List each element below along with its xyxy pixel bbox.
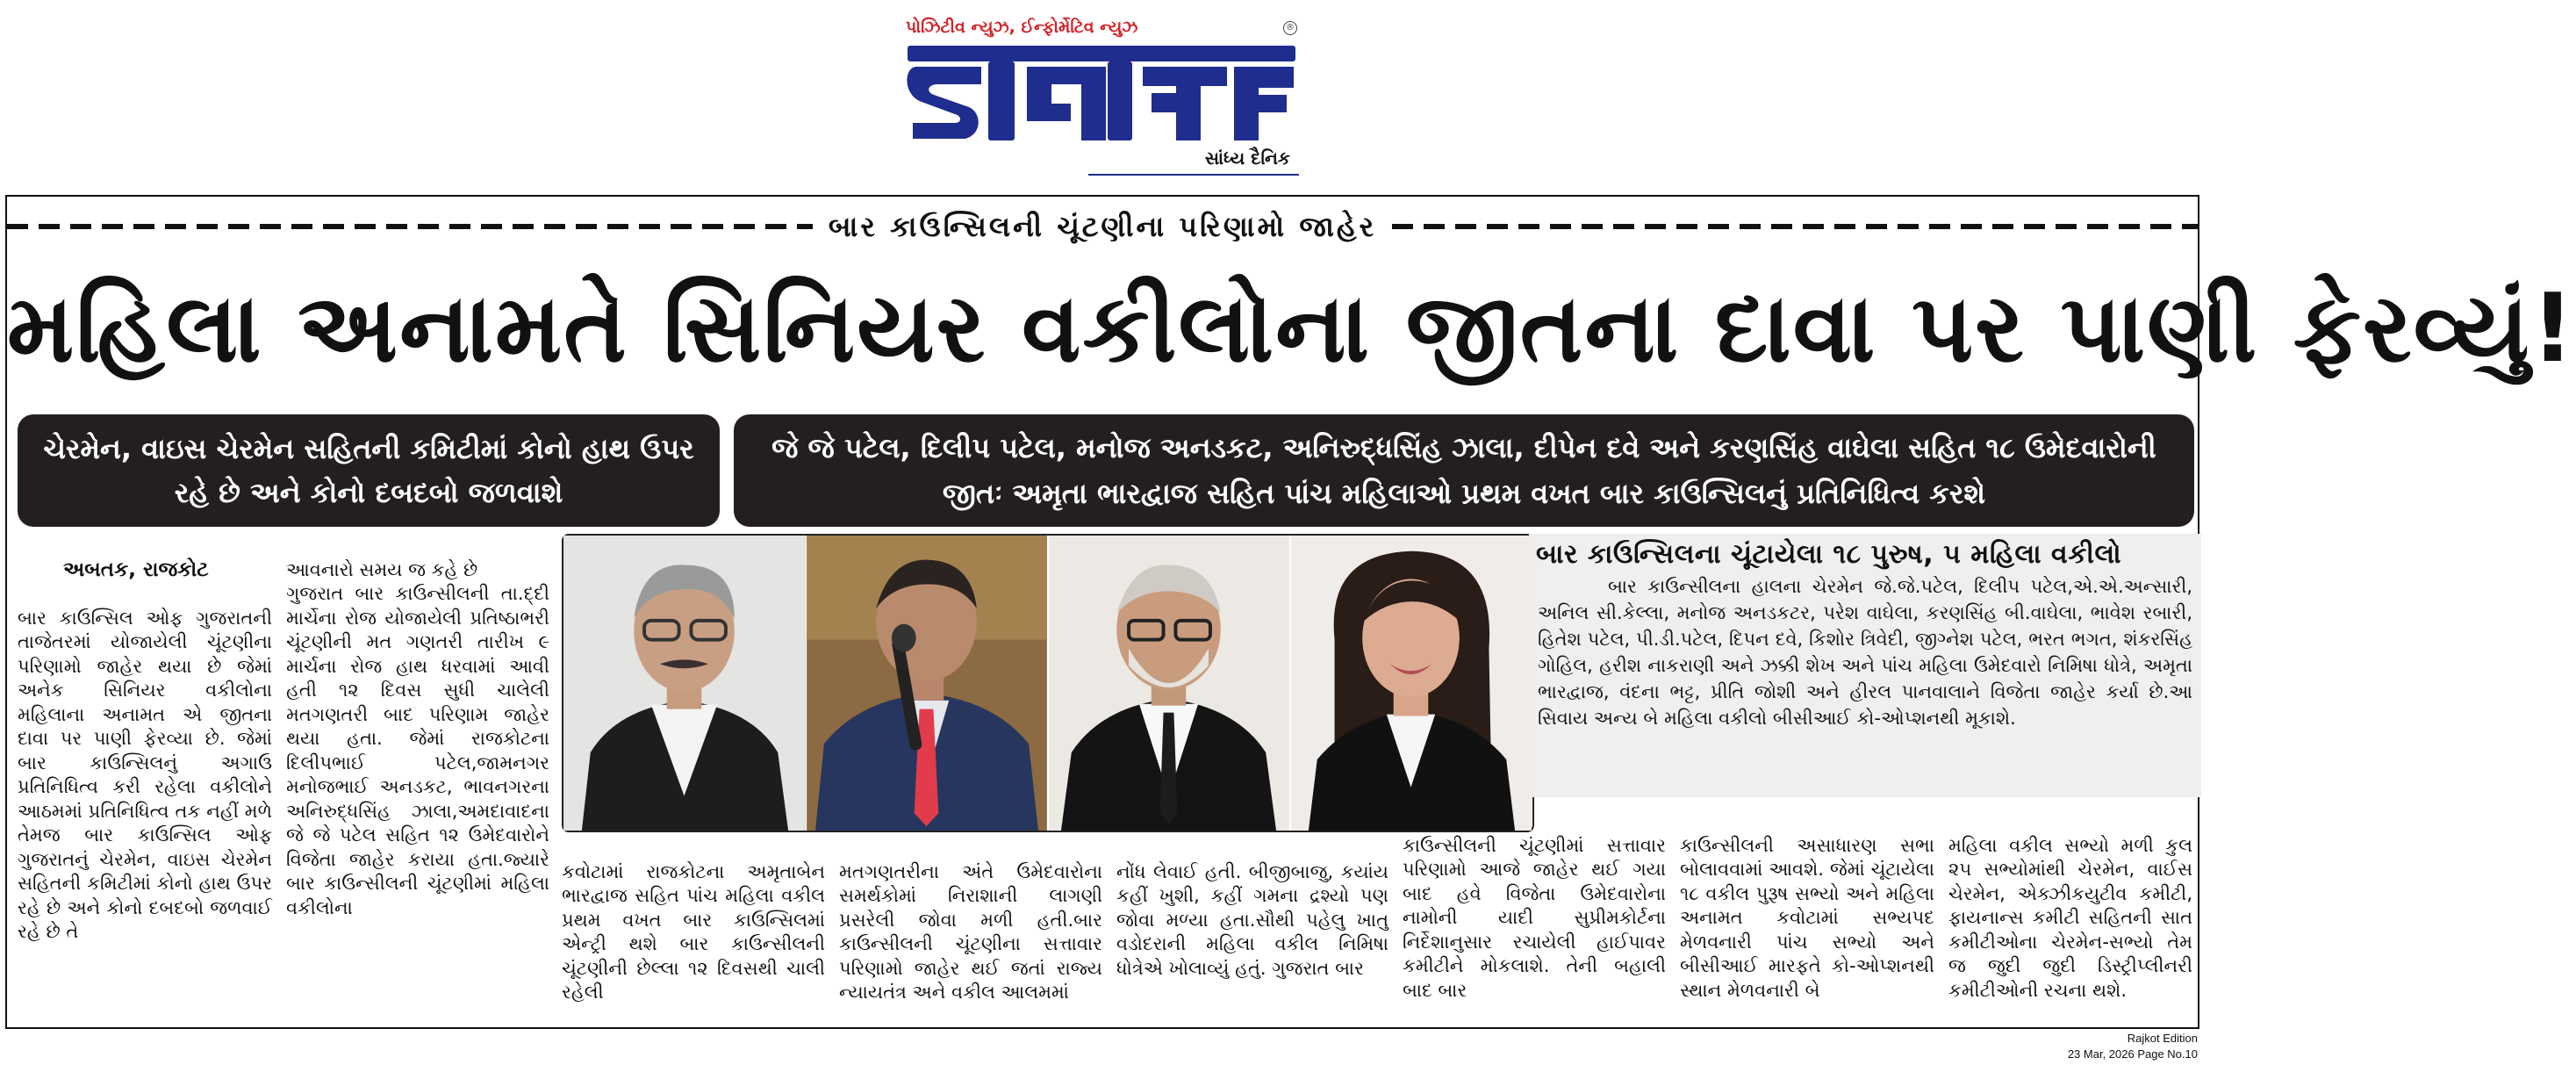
article-column-4 (839, 836, 1102, 1017)
article-column-7 (1680, 809, 1934, 1017)
masthead-rule (1088, 174, 1299, 176)
edition-label: Rajkot Edition (2127, 1032, 2198, 1045)
column-1-text: બાર કાઉન્સિલ ઓફ ગુજરાતની તાજેતરમાં યોજાયેલી ચૂંટણીના પરિણામો જાહેર થયા છે જેમાં અનેક સિનિયર વકીલોના મહિલાના અનામત એ જીતના દાવા પર પાણી ફેરવ્યા છે. જેમાં બાર કાઉન્સિલનું અગાઉ પ્રતિનિધિત્વ કરી રહેલા વકીલોને આઠમમાં પ્રતિનિધિત્વ તક નહીં મળે તેમજ બાર કાઉન્સિલ ઓફ ગુજરાતનું ચેરમેન, વાઇસ ચેરમેન સહિતની કમિટીમાં કોનો હાથ ઉપર રહે છે અને કોનો દબદબો જળવાઈ રહે છે તે (18, 607, 272, 942)
woman-portrait-icon (1290, 536, 1532, 831)
elder-man-portrait-icon (1048, 536, 1290, 831)
kicker-text: બાર કાઉન્સિલની ચૂંટણીના પરિણામો જાહેર (828, 209, 1377, 243)
column-2-text: આવનારો સમય જ કહે છે ગુજરાત બાર કાઉન્સીલની તા.દ્દી માર્ચેના રોજ યોજાયેલી પ્રતિષ્ઠાભરી ચૂંટણીની મત ગણતરી તારીખ ૯ માર્ચના રોજ હાથ ધરવામાં આવી હતી ૧૨ દિવસ સુધી ચાલેલી મતગણતરી બાદ પરિણામ જાહેર થયા હતા. જેમાં રાજકોટના દિલીપભાઈ પટેલ,જામનગર મનોજભાઈ અનડકટ, ભાવનગરના અનિરુદ્ધસિંહ ઝાલા,અમદાવાદના જે જે પટેલ સહિત ૧૨ ઉમેદવારોને વિજેતા જાહેર કરાયા હતા.જ્યારે બાર કાઉન્સીલની ચૂંટણીમાં મહિલા વકીલોના (286, 558, 549, 918)
elected-members-body: બાર કાઉન્સીલના હાલના ચેરમેન જે.જે.પટેલ, દિલીપ પટેલ,એ.એ.અન્સારી, અનિલ સી.કેલ્લા, મનોજ અનડકટર, પરેશ વાઘેલા, કરણસિંહ બી.વાઘેલા, ભાવેશ રબારી, હિતેશ પટેલ, પી.ડી.પટેલ, દિપન દવે, કિશોર ત્રિવેદી, જીગ્નેશ પટેલ, ભરત ભગત, શંકરસિંહ ગોહિલ, હરીશ નાકરાણી અને ઝક્કી શેખ અને પાંચ મહિલા ઉમેદવારો નિમિષા ધોત્રે, અમૃતા ભારદ્વાજ, વંદના ભટ્ટ, પ્રીતિ જોશી અને હીરલ પાનવાલાને વિજેતા જાહેર કર્યા છે.આ સિવાય અન્ય બે મહિલા વકીલો બીસીઆઈ કો-ઓપ્શનથી મૂકાશે. (1538, 576, 2192, 729)
column-6-text: કાઉન્સીલની ચૂંટણીમાં સત્તાવાર પરિણામો આજે જાહેર થઈ ગયા બાદ હવે વિજેતા ઉમેદવારોના નામોની યાદી સુપ્રીમકોર્ટના નિર્દેશાનુસાર રચાયેલી હાઈપાવર કમીટીને મોકલાશે. તેની બહાલી બાદ બાર (1403, 834, 1666, 1001)
elected-members-box (1529, 534, 2201, 797)
deck-right (734, 414, 2194, 527)
portrait-photo-2[interactable] (806, 536, 1048, 831)
portrait-photo-4[interactable] (1290, 536, 1532, 831)
elected-members-title: બાર કાઉન્સિલના ચૂંટાયેલા ૧૮ પુરુષ, ૫ મહિલા વકીલો (1536, 539, 2122, 570)
deck-right-text: જે જે પટેલ, દિલીપ પટેલ, મનોજ અનડકટ, અનિરુદ્ધસિંહ ઝાલા, દીપેન દવે અને કરણસિંહ વાઘેલા સહિત ૧૮ ઉમેદવારોની જીતઃ અમૃતા ભારદ્વાજ સહિત પાંચ મહિલાઓ પ્રથમ વખત બાર કાઉન્સિલનું પ્રતિનિધિત્વ કરશે (771, 431, 2156, 510)
article-column-6 (1403, 809, 1666, 1017)
date-page-label: 23 Mar, 2026 Page No.10 (2067, 1047, 2198, 1061)
article-column-2 (286, 534, 549, 1017)
story-frame (5, 195, 2576, 1029)
man-portrait-icon (563, 536, 806, 831)
masthead (904, 14, 1299, 181)
column-8-text: મહિલા વકીલ સભ્યો મળી કુલ ૨૫ સભ્યોમાંથી ચેરમેન, વાઈસ ચેરમેન, એક્ઝીકયુટીવ કમીટી, ફાયનાન્સ કમીટી સહિતની સાત કમીટીઓના ચેરમેન-સભ્યો તેમ જ જુદી જુદી ડિસ્ટ્રીપ્લીનરી કમીટીઓની રચના થશે. (1948, 834, 2192, 1001)
kicker-rule-right (1392, 224, 2198, 229)
column-5-text: નોંધ લેવાઈ હતી. બીજીબાજુ, કયાંય કહીં ખુશી, કહીં ગમના દ્રશ્યો પણ જોવા મળ્યા હતા.સૌથી પહેલુ ખાતુ વડોદરાની મહિલા વકીલ નિમિષા ધોત્રેએ ખોલાવ્યું હતું. ગુજરાત બાર (1116, 860, 1388, 979)
masthead-tagline: પોઝિટીવ ન્યુઝ, ઈન્ફોર્મેટિવ ન્યુઝ (906, 18, 1138, 37)
registered-mark: ® (1283, 21, 1297, 35)
column-3-text: કવોટામાં રાજકોટના અમૃતાબેન ભારદ્વાજ સહિત પાંચ મહિલા વકીલ પ્રથમ વખત બાર કાઉન્સિલમાં એન્ટ્રી થશે બાર કાઉન્સીલની ચૂંટણીની છેલ્લા ૧૨ દિવસથી ચાલી રહેલી (562, 860, 825, 1003)
newspaper-logo[interactable] (904, 40, 1299, 144)
deck-left-text: ચેરમેન, વાઇસ ચેરમેન સહિતની કમિટીમાં કોનો હાથ ઉપર રહે છે અને કોનો દબદબો જળવાશે (43, 432, 694, 509)
byline: અબતક, રાજકોટ (63, 558, 209, 581)
article-column-8 (1948, 809, 2192, 1017)
column-4-text: મતગણતરીના અંતે ઉમેદવારોના સમર્થકોમાં નિરાશાની લાગણી પ્રસરેલી જોવા મળી હતી.બાર કાઉન્સીલની ચૂંટણીના સત્તાવાર પરિણામો જાહેર થઈ જતાં રાજ્ય ન્યાયતંત્ર અને વકીલ આલમમાં (839, 860, 1102, 1003)
article-column-5 (1116, 836, 1388, 1017)
speaker-portrait-icon (806, 536, 1048, 831)
column-7-text: કાઉન્સીલની અસાધારણ સભા બોલાવવામાં આવશે. જેમાં ચૂંટાયેલા ૧૮ વકીલ પુરૂષ સભ્યો અને મહિલા અનામત કવોટામાં સભ્યપદ મેળવનારી પાંચ સભ્યો અને બીસીઆઈ મારફતે કો-ઓપ્શનથી સ્થાન મેળવનારી બે (1680, 834, 1934, 1001)
portrait-photo-1[interactable] (563, 536, 806, 831)
story-headline: મહિલા અનામતે સિનિયર વકીલોના જીતના દાવા પર પાણી ફેરવ્યું! (7, 274, 2576, 384)
article-column-3 (562, 836, 825, 1017)
article-column-1 (18, 534, 272, 1017)
kicker-rule-left (7, 224, 813, 229)
masthead-subtitle: સાંધ્ય દૈનિક (1204, 147, 1290, 169)
deck-left (18, 414, 720, 527)
portrait-photo-3[interactable] (1048, 536, 1290, 831)
story-kicker (7, 209, 2198, 244)
photo-strip (562, 534, 1534, 832)
logo-wordmark-icon (904, 40, 1299, 144)
